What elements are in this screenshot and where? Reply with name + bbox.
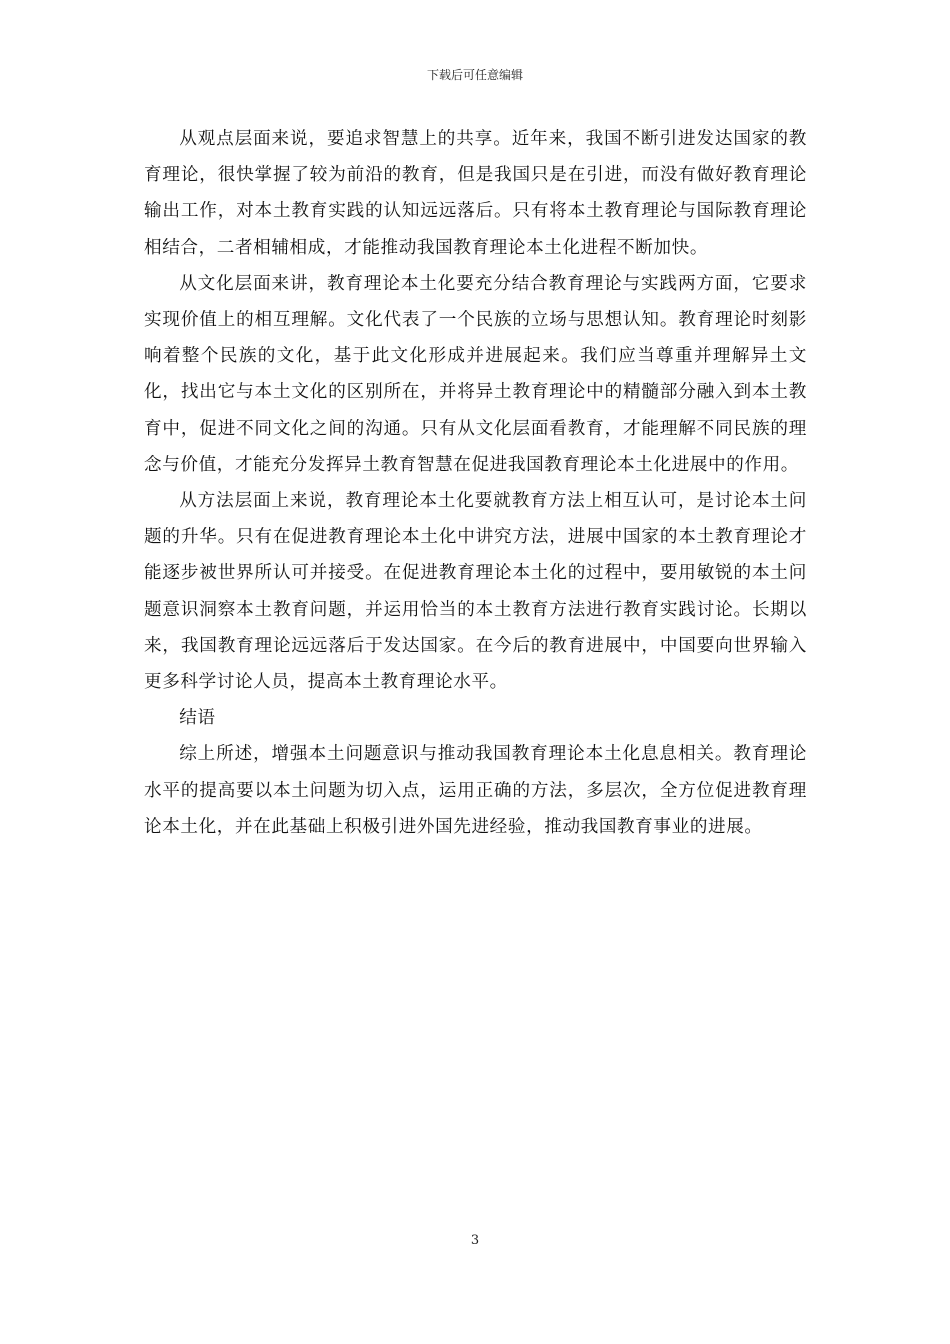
paragraph-method: 从方法层面上来说，教育理论本土化要就教育方法上相互认可，是讨论本土问题的升华。只有在促进教育理论本土化中讲究方法，进展中国家的本土教育理论才能逐步被世界所认可并接受。在促进教育理论本土化的过程中，要用敏锐的本土问题意识洞察本土教育问题，并运用恰当的本土教育方法进行教育实践讨论。长期以来，我国教育理论远远落后于发达国家。在今后的教育进展中，中国要向世界输入更多科学讨论人员，提高本土教育理论水平。 (144, 491, 807, 693)
page-header: 下载后可任意编辑 (426, 68, 523, 82)
page-number: 3 (470, 1233, 480, 1248)
paragraph-conclusion: 综上所述，增强本土问题意识与推动我国教育理论本土化息息相关。教育理论水平的提高要以本土问题为切入点，运用正确的方法，多层次，全方位促进教育理论本土化，并在此基础上积极引进外国先进经验，推动我国教育事业的进展。 (144, 744, 807, 837)
paragraph-viewpoint: 从观点层面来说，要追求智慧上的共享。近年来，我国不断引进发达国家的教育理论，很快掌握了较为前沿的教育，但是我国只是在引进，而没有做好教育理论输出工作，对本土教育实践的认知远远落后。只有将本土教育理论与国际教育理论相结合，二者相辅相成，才能推动我国教育理论本土化进程不断加快。 (144, 129, 807, 258)
conclusion-heading: 结语 (179, 708, 216, 729)
paragraph-culture: 从文化层面来讲，教育理论本土化要充分结合教育理论与实践两方面，它要求实现价值上的相互理解。文化代表了一个民族的立场与思想认知。教育理论时刻影响着整个民族的文化，基于此文化形成并进展起来。我们应当尊重并理解异土文化，找出它与本土文化的区别所在，并将异土教育理论中的精髓部分融入到本土教育中，促进不同文化之间的沟通。只有从文化层面看教育，才能理解不同民族的理念与价值，才能充分发挥异土教育智慧在促进我国教育理论本土化进展中的作用。 (144, 273, 807, 475)
document-body (144, 121, 807, 845)
